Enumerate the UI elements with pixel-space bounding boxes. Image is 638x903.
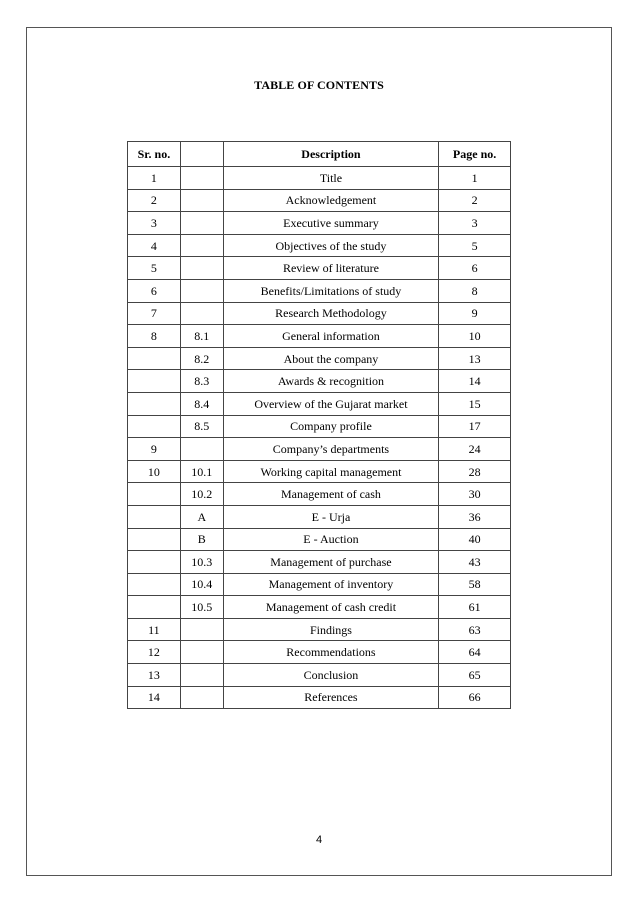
cell-sr-no: 7: [128, 302, 181, 325]
cell-description: Overview of the Gujarat market: [223, 392, 438, 415]
header-sr-no: Sr. no.: [128, 142, 181, 167]
cell-sub-section: [180, 234, 223, 257]
page-number: 4: [315, 834, 323, 846]
cell-sub-section: A: [180, 505, 223, 528]
cell-sr-no: 1: [128, 167, 181, 190]
toc-title: TABLE OF CONTENTS: [254, 78, 384, 92]
cell-sr-no: [128, 528, 181, 551]
cell-sub-section: [180, 641, 223, 664]
cell-sub-section: 10.4: [180, 573, 223, 596]
cell-sub-section: [180, 167, 223, 190]
cell-description: Title: [223, 167, 438, 190]
cell-sub-section: [180, 686, 223, 709]
cell-description: Management of purchase: [223, 551, 438, 574]
table-row: [128, 189, 511, 212]
table-row: [128, 325, 511, 348]
header-sub-section: [180, 142, 223, 167]
cell-description: References: [223, 686, 438, 709]
table-row: [128, 618, 511, 641]
cell-sr-no: [128, 347, 181, 370]
cell-page-no: 36: [439, 505, 511, 528]
cell-sr-no: 3: [128, 212, 181, 235]
cell-description: About the company: [223, 347, 438, 370]
toc-header-row: [128, 142, 511, 167]
cell-description: Acknowledgement: [223, 189, 438, 212]
cell-sub-section: [180, 438, 223, 461]
cell-page-no: 14: [439, 370, 511, 393]
cell-page-no: 6: [439, 257, 511, 280]
cell-page-no: 3: [439, 212, 511, 235]
table-row: [128, 415, 511, 438]
table-row: [128, 460, 511, 483]
cell-sub-section: [180, 618, 223, 641]
cell-sub-section: 10.5: [180, 596, 223, 619]
header-page-no: Page no.: [439, 142, 511, 167]
cell-sub-section: 8.4: [180, 392, 223, 415]
cell-sr-no: 12: [128, 641, 181, 664]
cell-page-no: 8: [439, 279, 511, 302]
cell-sub-section: 10.1: [180, 460, 223, 483]
cell-sr-no: 9: [128, 438, 181, 461]
cell-page-no: 9: [439, 302, 511, 325]
table-row: [128, 596, 511, 619]
cell-description: Objectives of the study: [223, 234, 438, 257]
cell-sub-section: [180, 302, 223, 325]
table-row: [128, 347, 511, 370]
cell-description: Management of cash credit: [223, 596, 438, 619]
table-row: [128, 505, 511, 528]
table-row: [128, 167, 511, 190]
cell-sr-no: [128, 415, 181, 438]
cell-description: Company profile: [223, 415, 438, 438]
cell-sr-no: 8: [128, 325, 181, 348]
cell-page-no: 65: [439, 664, 511, 687]
cell-description: Benefits/Limitations of study: [223, 279, 438, 302]
cell-page-no: 58: [439, 573, 511, 596]
table-row: [128, 528, 511, 551]
cell-sr-no: 13: [128, 664, 181, 687]
cell-sr-no: [128, 551, 181, 574]
table-row: [128, 641, 511, 664]
cell-page-no: 24: [439, 438, 511, 461]
cell-description: Executive summary: [223, 212, 438, 235]
table-row: [128, 483, 511, 506]
cell-sub-section: [180, 189, 223, 212]
toc-table: [127, 141, 511, 709]
table-row: [128, 279, 511, 302]
cell-page-no: 2: [439, 189, 511, 212]
table-row: [128, 392, 511, 415]
cell-page-no: 28: [439, 460, 511, 483]
cell-description: Recommendations: [223, 641, 438, 664]
cell-sub-section: [180, 257, 223, 280]
cell-sub-section: 8.1: [180, 325, 223, 348]
cell-sr-no: 6: [128, 279, 181, 302]
header-description: Description: [223, 142, 438, 167]
cell-page-no: 66: [439, 686, 511, 709]
cell-description: Awards & recognition: [223, 370, 438, 393]
cell-sub-section: [180, 279, 223, 302]
table-row: [128, 257, 511, 280]
cell-sr-no: [128, 483, 181, 506]
table-row: [128, 212, 511, 235]
cell-sr-no: [128, 573, 181, 596]
cell-description: E - Urja: [223, 505, 438, 528]
table-row: [128, 551, 511, 574]
cell-description: Research Methodology: [223, 302, 438, 325]
table-row: [128, 234, 511, 257]
cell-description: Findings: [223, 618, 438, 641]
cell-sub-section: [180, 664, 223, 687]
cell-page-no: 13: [439, 347, 511, 370]
cell-description: Working capital management: [223, 460, 438, 483]
cell-page-no: 63: [439, 618, 511, 641]
cell-sr-no: 10: [128, 460, 181, 483]
table-row: [128, 302, 511, 325]
cell-page-no: 64: [439, 641, 511, 664]
cell-description: Conclusion: [223, 664, 438, 687]
table-row: [128, 686, 511, 709]
cell-page-no: 40: [439, 528, 511, 551]
table-row: [128, 664, 511, 687]
cell-sr-no: [128, 392, 181, 415]
table-row: [128, 370, 511, 393]
cell-description: E - Auction: [223, 528, 438, 551]
cell-sub-section: 8.2: [180, 347, 223, 370]
cell-page-no: 15: [439, 392, 511, 415]
cell-description: Management of inventory: [223, 573, 438, 596]
cell-page-no: 17: [439, 415, 511, 438]
cell-sub-section: [180, 212, 223, 235]
cell-page-no: 1: [439, 167, 511, 190]
table-row: [128, 438, 511, 461]
cell-sr-no: [128, 505, 181, 528]
cell-sr-no: [128, 596, 181, 619]
cell-sr-no: 14: [128, 686, 181, 709]
cell-description: Review of literature: [223, 257, 438, 280]
cell-page-no: 10: [439, 325, 511, 348]
cell-sr-no: 11: [128, 618, 181, 641]
cell-description: General information: [223, 325, 438, 348]
table-row: [128, 573, 511, 596]
cell-sr-no: 5: [128, 257, 181, 280]
cell-sub-section: B: [180, 528, 223, 551]
cell-sr-no: [128, 370, 181, 393]
toc-body: [128, 167, 511, 709]
cell-page-no: 61: [439, 596, 511, 619]
cell-sr-no: 2: [128, 189, 181, 212]
cell-description: Management of cash: [223, 483, 438, 506]
cell-page-no: 5: [439, 234, 511, 257]
cell-description: Company’s departments: [223, 438, 438, 461]
cell-page-no: 30: [439, 483, 511, 506]
cell-sub-section: 10.3: [180, 551, 223, 574]
cell-sub-section: 10.2: [180, 483, 223, 506]
cell-sub-section: 8.3: [180, 370, 223, 393]
cell-sr-no: 4: [128, 234, 181, 257]
cell-page-no: 43: [439, 551, 511, 574]
cell-sub-section: 8.5: [180, 415, 223, 438]
